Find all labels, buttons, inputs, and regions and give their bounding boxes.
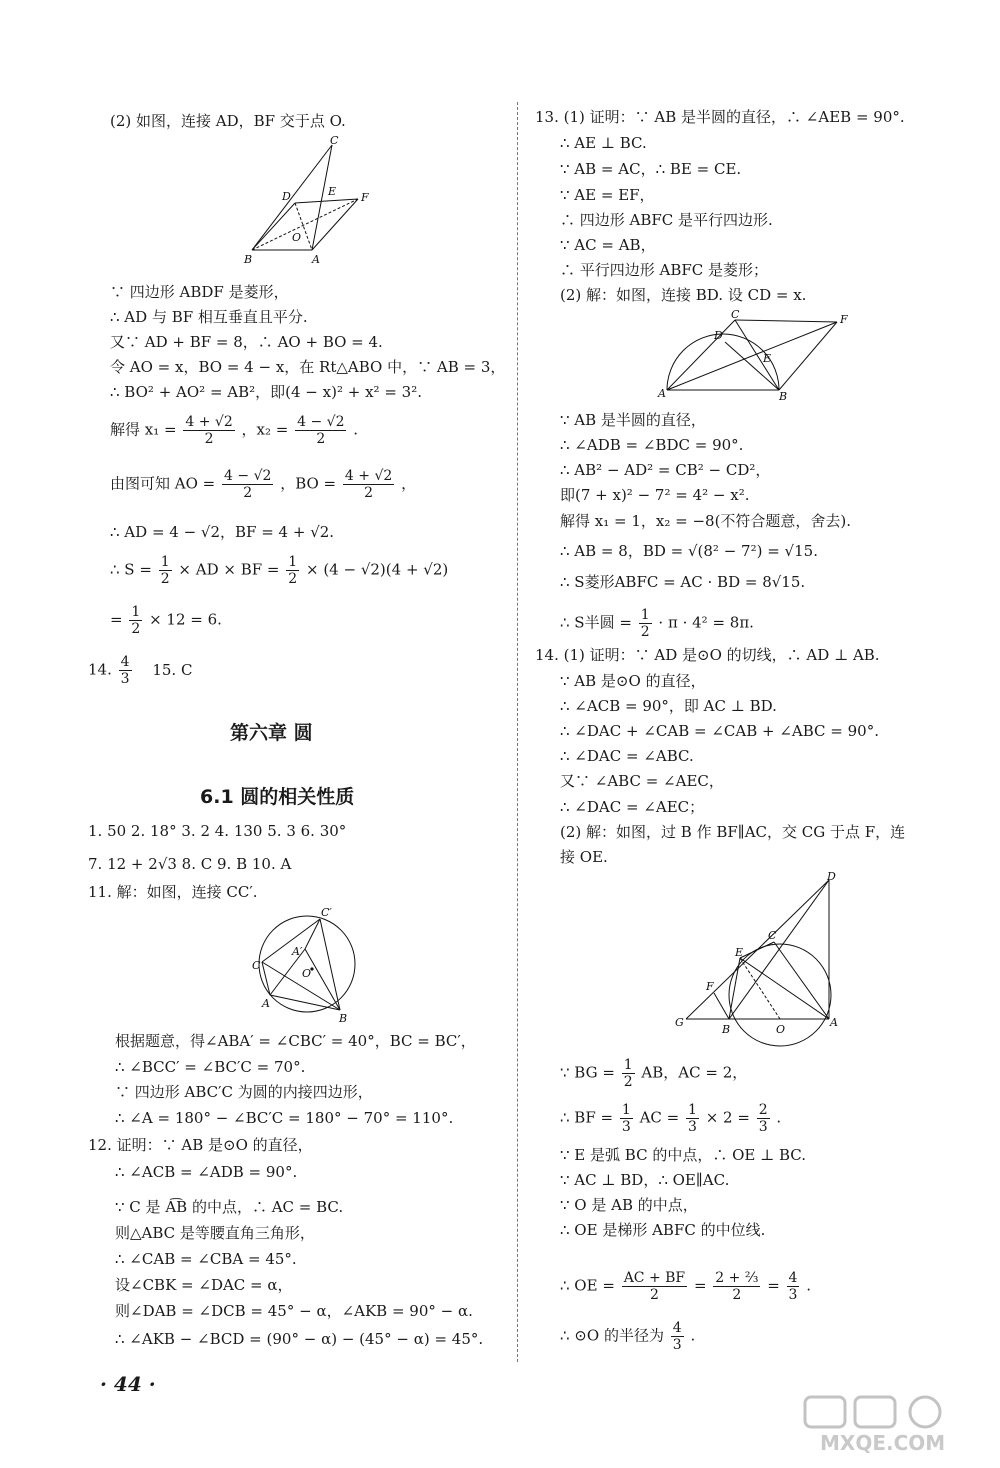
q14-line-6: ∴ ∠DAC = ∠AEC； [560,798,705,816]
fig3-label-f: F [840,313,848,326]
q14-line-10: ∴ BF = $\frac{1}{3}$ AC = $\frac{1}{3}$ × 2 = $\frac{2}{3}$ . [560,1102,782,1135]
q14-line-12: ∵ AC ⊥ BD，∴ OE∥AC. [560,1171,730,1189]
semicircle-rhombus-figure [655,308,855,403]
answers-7-10: 7. 12 + 2√3 8. C 9. B 10. A [88,855,292,873]
q14-line-3: ∴ ∠DAC + ∠CAB = ∠CAB + ∠ABC = 90°. [560,722,879,740]
q14-line-1: ∵ AB 是⊙O 的直径， [560,672,706,690]
fig2-label-a-prime: A′ [292,945,303,958]
fig4-label-f: F [706,980,714,993]
line-7: 由图可知 AO = $\frac{4 - √2}{2}$ ，BO = $\frac{4 + √2}{2}$ ， [110,468,417,501]
fig3-label-c: C [731,308,740,321]
fig4-label-c: C [768,929,777,942]
fig4-label-g: G [675,1016,684,1029]
q13-line-1: ∴ AE ⊥ BC. [560,134,647,152]
q14-line-11: ∵ E 是弧 BC 的中点，∴ OE ⊥ BC. [560,1146,807,1164]
q13-line-8: ∵ AB 是半圆的直径， [560,411,706,429]
q12-line-4: ∴ ∠CAB = ∠CBA = 45°. [115,1250,297,1268]
q14-line-14: ∴ OE 是梯形 ABFC 的中位线. [560,1221,766,1239]
rhombus-figure [240,135,380,270]
q14-line-8: 接 OE. [560,848,608,866]
q13-line-2: ∵ AB = AC，∴ BE = CE. [560,160,742,178]
q13-line-13: ∴ AB = 8，BD = √(8² − 7²) = √15. [560,542,818,560]
q12-intro: 12. 证明：∵ AB 是⊙O 的直径， [88,1136,313,1154]
watermark-text: MXQE.COM [820,1431,946,1455]
fig1-label-b: B [244,253,253,266]
q13-line-11: 即(7 + x)² − 7² = 4² − x². [560,486,750,504]
fig3-label-b: B [779,390,788,403]
line-9: ∴ S = $\frac{1}{2}$ × AD × BF = $\frac{1}{2}$ × (4 − √2)(4 + √2) [110,554,449,587]
fig2-label-a: A [262,997,270,1010]
fig2-label-o: O [302,967,312,980]
q14-line-4: ∴ ∠DAC = ∠ABC. [560,747,694,765]
q14-line-5: 又∵ ∠ABC = ∠AEC， [560,772,724,790]
answer-14-15: 14. $\frac{4}{3}$ 15. C [88,654,193,687]
line-3: 又∵ AD + BF = 8，∴ AO + BO = 4. [110,333,383,351]
line-5: ∴ BO² + AO² = AB²，即(4 − x)² + x² = 3². [110,383,422,401]
q13-line-6: ∴ 平行四边形 ABFC 是菱形； [560,261,769,279]
q13-line-15: ∴ S半圆 = $\frac{1}{2}$ · π · 4² = 8π. [560,607,754,640]
line-6: 解得 x₁ = $\frac{4 + √2}{2}$ ，x₂ = $\frac{4 - √2}{2}$ . [110,414,359,447]
watermark-logo [800,1395,980,1455]
fig2-label-c: C [252,959,261,972]
q14-line-13: ∵ O 是 AB 的中点， [560,1196,698,1214]
q13-line-12: 解得 x₁ = 1，x₂ = −8(不符合题意，舍去). [560,512,852,530]
fig2-label-b: B [339,1012,348,1024]
column-divider [517,102,518,1362]
circle-figure-11 [250,902,365,1024]
q13-line-7: (2) 解：如图，连接 BD. 设 CD = x. [560,286,807,304]
fig3-label-e: E [763,352,772,365]
fig1-label-d: D [282,190,291,203]
q14-line-16: ∴ ⊙O 的半径为 $\frac{4}{3}$ . [560,1320,696,1353]
line-8: ∴ AD = 4 − √2，BF = 4 + √2. [110,523,335,541]
q11-line-2: ∴ ∠BCC′ = ∠BC′C = 70°. [115,1058,306,1076]
fig1-label-f: F [361,191,369,204]
q11-line-3: ∵ 四边形 ABC′C 为圆的内接四边形， [115,1083,373,1101]
q11-intro: 11. 解：如图，连接 CC′. [88,883,258,901]
chapter-title: 第六章 圆 [230,722,313,744]
q13-line-3: ∵ AE = EF， [560,186,655,204]
q13-line-10: ∴ AB² − AD² = CB² − CD²， [560,461,771,479]
q12-line-7: ∴ ∠AKB − ∠BCD = (90° − α) − (45° − α) = 45°. [115,1330,484,1348]
q13-line-4: ∴ 四边形 ABFC 是平行四边形. [560,211,773,229]
line-10: = $\frac{1}{2}$ × 12 = 6. [110,604,222,637]
q12-line-6: 则∠DAB = ∠DCB = 45° − α，∠AKB = 90° − α. [115,1302,473,1320]
fig4-label-b: B [722,1023,731,1036]
page-number: · 44 · [100,1372,156,1396]
line-4: 令 AO = x，BO = 4 − x，在 Rt△ABO 中，∵ AB = 3， [110,358,506,376]
q12-line-3: 则△ABC 是等腰直角三角形， [115,1224,315,1242]
circle-tangent-figure [672,868,847,1068]
q12-line-5: 设∠CBK = ∠DAC = α， [115,1276,293,1294]
q14-line-2: ∴ ∠ACB = 90°，即 AC ⊥ BD. [560,697,777,715]
q14-line-15: ∴ OE = $\frac{AC + BF}{2}$ = $\frac{\text{2 + ⅔}}{2}$ = $\frac{4}{3}$ . [560,1270,812,1303]
line-1: ∵ 四边形 ABDF 是菱形， [110,283,289,301]
q13-line-5: ∵ AC = AB， [560,236,656,254]
fig4-label-a: A [830,1016,838,1029]
q14-line-9: ∵ BG = $\frac{1}{2}$ AB，AC = 2， [560,1057,748,1090]
fig2-label-c-prime: C′ [321,906,332,919]
fig1-label-e: E [328,185,337,198]
fig1-label-c: C [330,135,339,147]
q11-line-1: 根据题意，得∠ABA′ = ∠CBC′ = 40°，BC = BC′， [115,1032,476,1050]
q11-line-4: ∴ ∠A = 180° − ∠BC′C = 180° − 70° = 110°. [115,1109,454,1127]
section-title: 6.1 圆的相关性质 [200,786,355,808]
fig3-label-a: A [658,387,666,400]
q13-intro: 13. (1) 证明：∵ AB 是半圆的直径，∴ ∠AEB = 90°. [535,108,905,126]
fig1-label-o: O [292,231,302,244]
q13-line-14: ∴ S菱形ABFC = AC · BD = 8√15. [560,573,806,591]
fig1-label-a: A [312,253,320,266]
fig3-label-d: D [714,329,723,342]
fig4-label-o: O [776,1023,786,1036]
fig4-label-d: D [827,870,836,883]
q14-intro: 14. (1) 证明：∵ AD 是⊙O 的切线，∴ AD ⊥ AB. [535,646,880,664]
line-2: ∴ AD 与 BF 相互垂直且平分. [110,308,308,326]
q13-line-9: ∴ ∠ADB = ∠BDC = 90°. [560,436,744,454]
q12-line-2: ∵ C 是 A͡B 的中点，∴ AC = BC. [115,1198,344,1216]
fig4-label-e: E [735,946,744,959]
p2-intro: (2) 如图，连接 AD，BF 交于点 O. [110,112,346,130]
q14-line-7: (2) 解：如图，过 B 作 BF∥AC，交 CG 于点 F，连 [560,823,906,841]
q12-line-1: ∴ ∠ACB = ∠ADB = 90°. [115,1163,298,1181]
answers-1-6: 1. 50 2. 18° 3. 2 4. 130 5. 3 6. 30° [88,822,347,840]
